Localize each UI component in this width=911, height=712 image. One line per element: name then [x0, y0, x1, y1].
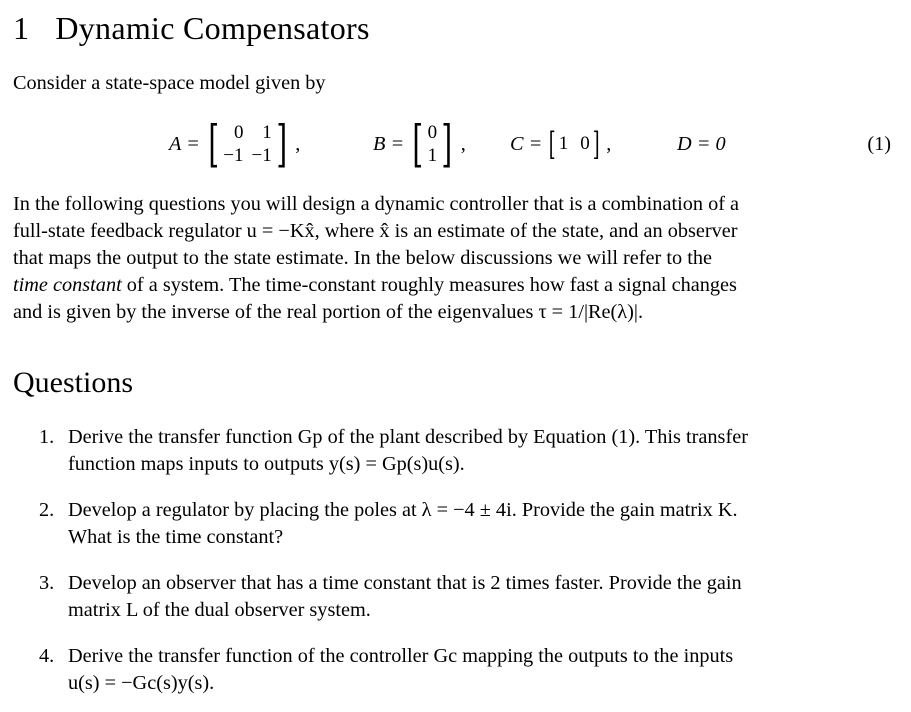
matrix-b-label: B = [373, 132, 405, 155]
questions-heading: Questions [13, 366, 133, 399]
matrix-c-entry: 0 [580, 133, 590, 154]
question-line: Derive the transfer function of the controller Gc mapping the outputs to the inputs [68, 645, 734, 667]
question-number: 4. [39, 645, 55, 667]
section-heading [13, 10, 370, 47]
question-number: 2. [39, 499, 55, 521]
question-number: 1. [39, 426, 55, 448]
matrix-a-entry: −1 [251, 145, 272, 166]
question-line: function maps inputs to outputs y(s) = Gp(s)u(s). [68, 453, 465, 475]
equation-number: (1) [867, 132, 891, 155]
matrix-a-entry: 0 [234, 122, 244, 143]
matrix-a-label: A = [169, 132, 200, 155]
question-line: matrix L of the dual observer system. [68, 599, 371, 621]
matrix-b-entry: 0 [427, 122, 438, 143]
matrix-c: C = [ 1 0 ] , [510, 125, 612, 163]
paragraph-line: In the following questions you will design a dynamic controller that is a combination of a [13, 193, 740, 215]
matrix-b-entry: 1 [427, 145, 438, 166]
matrix-b: B = [ 0 1 ] , [373, 115, 466, 173]
matrix-a-entry: 1 [262, 122, 272, 143]
question-line: Derive the transfer function Gp of the plant described by Equation (1). This transfer [68, 426, 748, 448]
matrix-b-entries [428, 121, 438, 167]
matrix-a: A = [ 0 1 −1 −1 ] , [169, 115, 301, 173]
comma: , [606, 132, 612, 155]
question-number: 3. [39, 572, 55, 594]
emphasized-term: time constant [13, 274, 122, 296]
question-line: What is the time constant? [68, 526, 284, 548]
question-line: u(s) = −Gc(s)y(s). [68, 672, 215, 694]
section-number: 1 [13, 10, 30, 46]
matrix-c-label: C = [510, 132, 543, 155]
intro-sentence: Consider a state-space model given by [13, 72, 326, 94]
matrix-a-entries [223, 121, 271, 167]
paragraph-line: and is given by the inverse of the real portion of the eigenvalues τ = 1/|Re(λ)|. [13, 301, 644, 323]
matrix-c-entry: 1 [558, 133, 569, 154]
state-space-equation [13, 115, 893, 173]
question-line: Develop a regulator by placing the poles at λ = −4 ± 4i. Provide the gain matrix K. [68, 499, 738, 521]
question-line: Develop an observer that has a time constant that is 2 times faster. Provide the gain [68, 572, 742, 594]
body-paragraph [13, 191, 893, 326]
paragraph-line [13, 272, 893, 299]
matrix-d: D = 0 [677, 132, 726, 155]
paragraph-line-rest: of a system. The time-constant roughly measures how fast a signal changes [121, 274, 737, 296]
section-title-text: Dynamic Compensators [55, 10, 370, 46]
comma: , [295, 132, 301, 155]
matrix-c-entries [559, 133, 590, 155]
matrix-a-entry: −1 [223, 145, 244, 166]
paragraph-line: full-state feedback regulator u = −Kx̂, where x̂ is an estimate of the state, and an observer [13, 220, 738, 242]
paragraph-line: that maps the output to the state estimate. In the below discussions we will refer to the [13, 247, 712, 269]
comma: , [460, 132, 466, 155]
